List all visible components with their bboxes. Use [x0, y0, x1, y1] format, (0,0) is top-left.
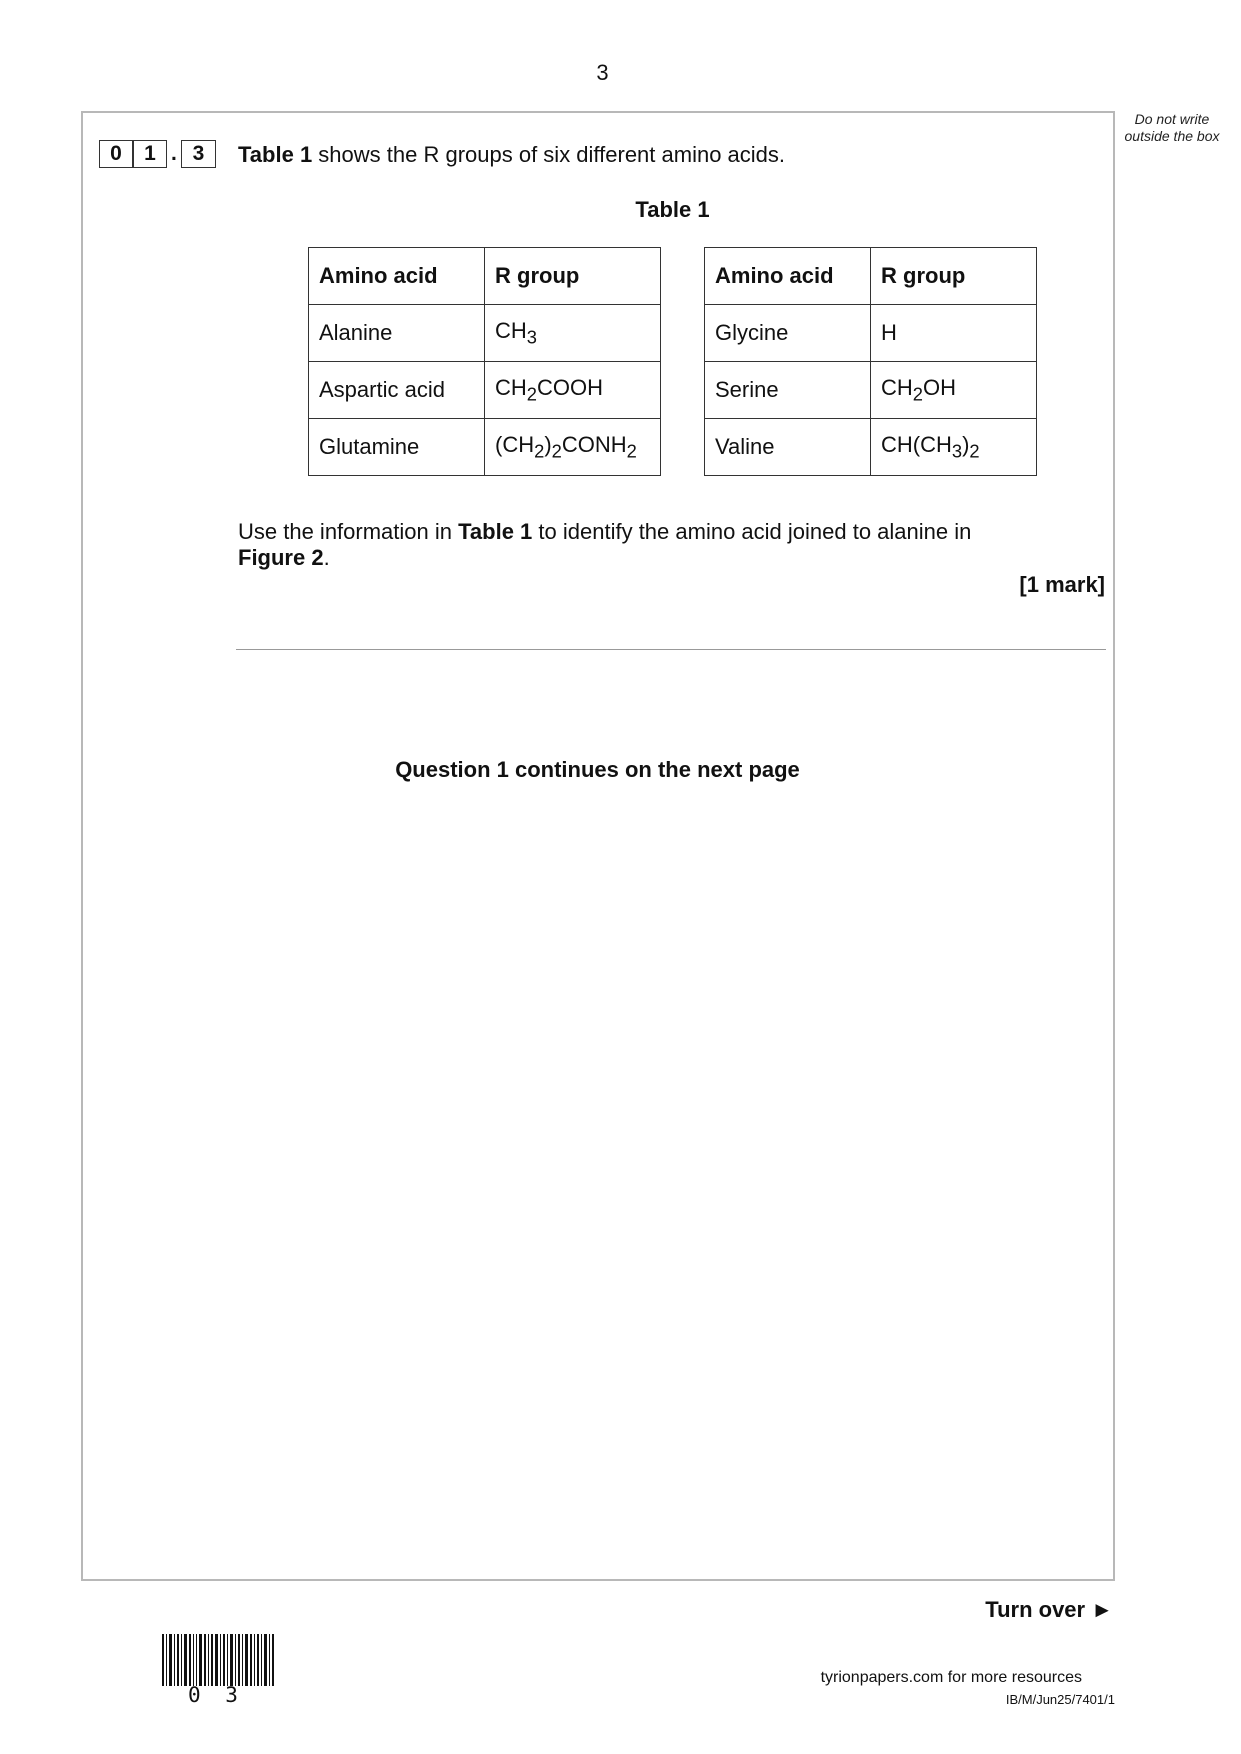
header-r-group: R group [485, 248, 661, 305]
amino-acid-cell: Glycine [705, 305, 871, 362]
mark-allocation: [1 mark] [1019, 572, 1105, 597]
table-row [705, 362, 1037, 419]
table-row [705, 419, 1037, 476]
header-r-group: R group [871, 248, 1037, 305]
instruction-text: Use the information in [238, 519, 459, 544]
amino-acid-cell: Valine [705, 419, 871, 476]
header-amino-acid: Amino acid [309, 248, 485, 305]
barcode-number: 0 3 [188, 1683, 244, 1707]
question-number-box-1: 0 [99, 140, 133, 168]
amino-acid-cell: Aspartic acid [309, 362, 485, 419]
table-caption: Table 1 [635, 197, 710, 222]
resources-link[interactable]: tyrionpapers.com for more resources [820, 1669, 1082, 1686]
table-header-row [309, 248, 661, 305]
instruction-bold: Table 1 [458, 519, 533, 544]
turn-over-label: Turn over ► [985, 1597, 1113, 1622]
table-row [705, 305, 1037, 362]
instruction-bold: Figure 2 [238, 545, 324, 570]
barcode [162, 1634, 276, 1686]
question-instruction [238, 519, 1038, 571]
margin-note: Do not write outside the box [1124, 111, 1220, 144]
r-group-cell: $(CH_2)_2CONH_2$ [485, 419, 661, 476]
header-amino-acid: Amino acid [705, 248, 871, 305]
instruction-text: to identify the amino acid joined to alanine in [532, 519, 972, 544]
amino-acid-table-left [308, 247, 661, 476]
answer-line[interactable] [236, 649, 1106, 650]
r-group-cell: $CH_2OH$ [871, 362, 1037, 419]
r-group-cell: $CH_2COOH$ [485, 362, 661, 419]
page-number: 3 [596, 60, 609, 85]
question-number-box-3: 3 [181, 140, 216, 168]
amino-acid-cell: Glutamine [309, 419, 485, 476]
table-row [309, 419, 661, 476]
r-group-cell: H [871, 305, 1037, 362]
table-row [309, 305, 661, 362]
r-group-cell: $CH(CH_3)_2$ [871, 419, 1037, 476]
paper-code: IB/M/Jun25/7401/1 [1005, 1692, 1115, 1707]
amino-acid-cell: Serine [705, 362, 871, 419]
amino-acid-table-right [704, 247, 1037, 476]
table-header-row [705, 248, 1037, 305]
question-intro [238, 142, 785, 168]
intro-bold: Table 1 [238, 142, 313, 167]
continues-note: Question 1 continues on the next page [395, 757, 800, 782]
question-number-dot: . [171, 142, 177, 165]
question-number-box-2: 1 [133, 140, 167, 168]
amino-acid-cell: Alanine [309, 305, 485, 362]
table-row [309, 362, 661, 419]
r-group-cell: $CH_3$ [485, 305, 661, 362]
intro-text: shows the R groups of six different amino acids. [312, 142, 786, 167]
instruction-text: . [323, 545, 330, 570]
